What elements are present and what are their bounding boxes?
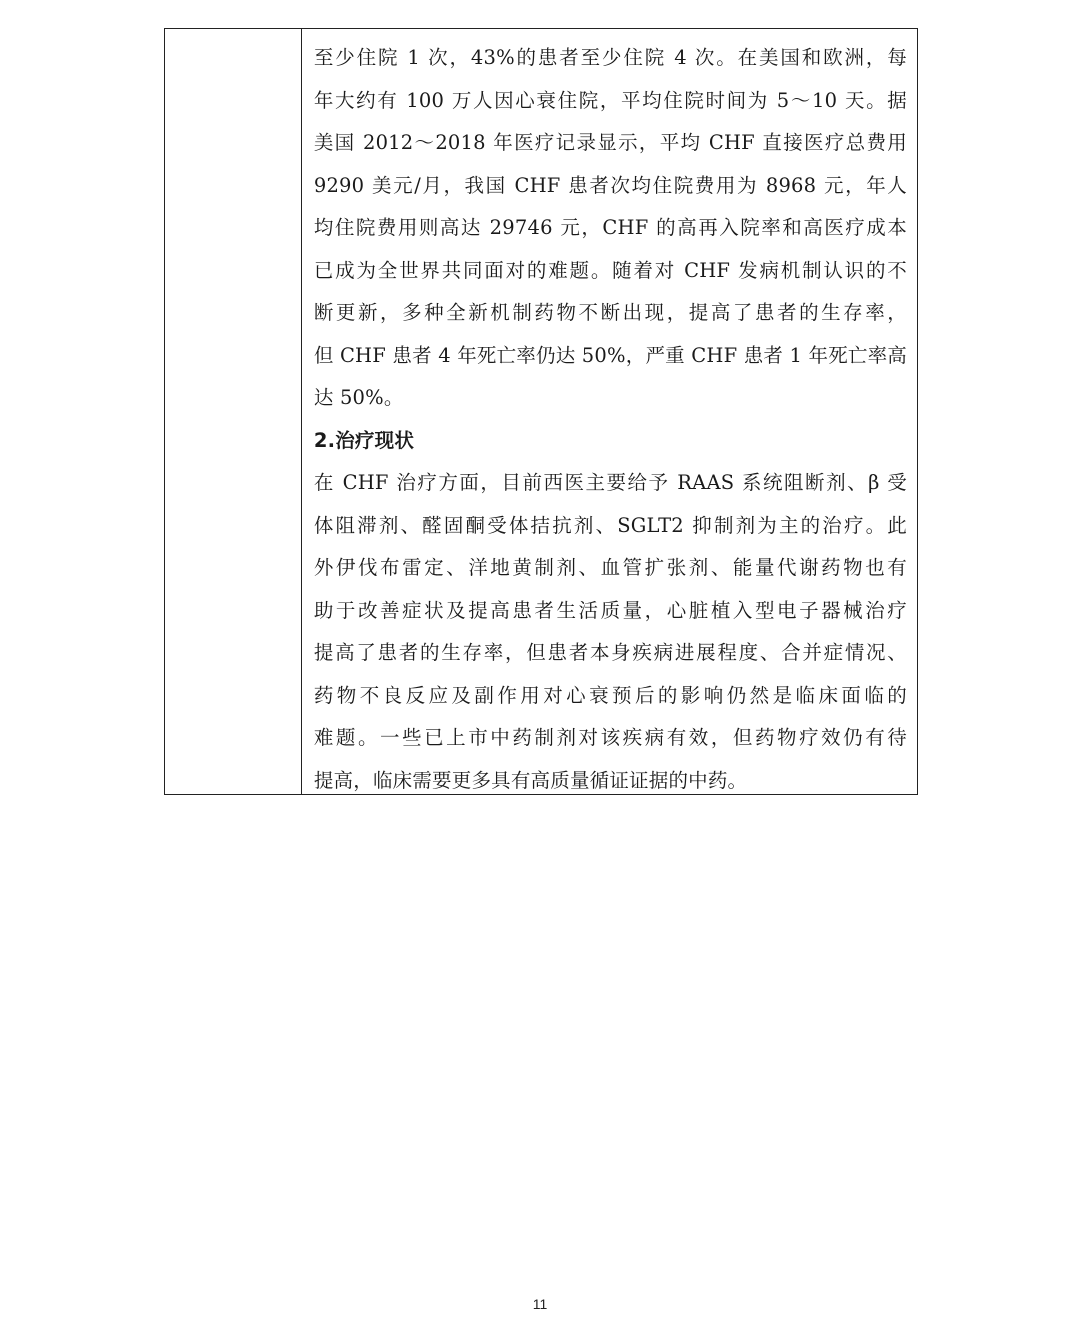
paragraph-line: 助于改善症状及提高患者生活质量，心脏植入型电子器械治疗 — [313, 598, 907, 622]
paragraph-line: 均住院费用则高达 29746 元，CHF 的高再入院率和高医疗成本 — [313, 216, 907, 239]
content-table — [164, 28, 918, 795]
paragraph-line: 药物不良反应及副作用对心衰预后的影响仍然是临床面临的 — [313, 683, 907, 707]
table-left-cell — [165, 29, 302, 794]
paragraph-line: 年大约有 100 万人因心衰住院，平均住院时间为 5～10 天。据 — [313, 88, 907, 112]
section-heading: 2.治疗现状 — [313, 428, 415, 452]
table-right-cell — [302, 29, 917, 794]
paragraph-line: 达 50%。 — [313, 386, 404, 409]
page-number: 11 — [532, 1296, 548, 1312]
paragraph-line: 在 CHF 治疗方面，目前西医主要给予 RAAS 系统阻断剂、β 受 — [313, 471, 907, 494]
paragraph-line: 难题。一些已上市中药制剂对该疾病有效，但药物疗效仍有待 — [313, 726, 907, 749]
paragraph-line: 9290 美元/月，我国 CHF 患者次均住院费用为 8968 元，年人 — [313, 173, 907, 197]
paragraph-line: 但 CHF 患者 4 年死亡率仍达 50%，严重 CHF 患者 1 年死亡率高 — [313, 343, 907, 367]
paragraph-line: 美国 2012～2018 年医疗记录显示，平均 CHF 直接医疗总费用 — [313, 131, 907, 154]
paragraph-line: 外伊伐布雷定、洋地黄制剂、血管扩张剂、能量代谢药物也有 — [313, 556, 907, 579]
paragraph-line: 体阻滞剂、醛固酮受体拮抗剂、SGLT2 抑制剂为主的治疗。此 — [313, 513, 907, 537]
paragraph-line: 断更新，多种全新机制药物不断出现，提高了患者的生存率， — [313, 301, 907, 324]
paragraph-line: 提高了患者的生存率，但患者本身疾病进展程度、合并症情况、 — [313, 641, 907, 664]
paragraph-line: 提高，临床需要更多具有高质量循证证据的中药。 — [313, 768, 748, 792]
paragraph-line: 已成为全世界共同面对的难题。随着对 CHF 发病机制认识的不 — [313, 258, 907, 282]
paragraph-line: 至少住院 1 次，43%的患者至少住院 4 次。在美国和欧洲，每 — [313, 46, 907, 69]
